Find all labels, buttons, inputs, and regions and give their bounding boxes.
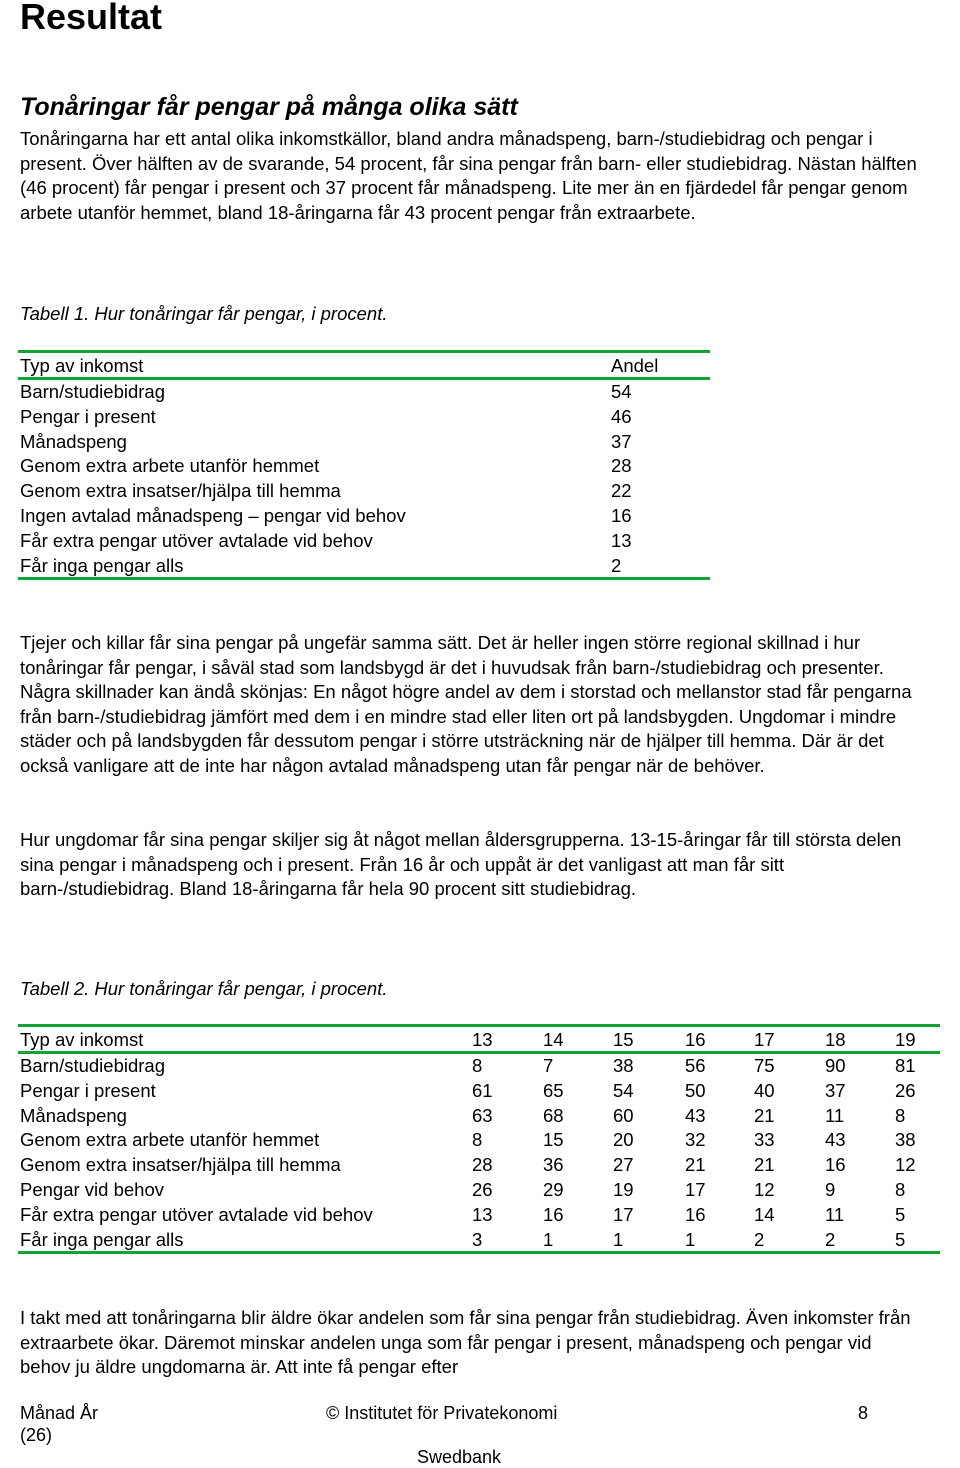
table1-row-label: Pengar i present — [20, 405, 156, 427]
table2-value-cell: 28 — [472, 1154, 493, 1176]
table2-header-cell: 16 — [685, 1029, 706, 1050]
table2-value-cell: 2 — [754, 1228, 765, 1250]
table1-row-label: Genom extra insatser/hjälpa till hemma — [20, 480, 341, 502]
table2-value-cell: 15 — [543, 1129, 564, 1151]
table2-value-cell: 11 — [825, 1203, 845, 1225]
table2-value-cell: 8 — [472, 1055, 483, 1076]
page-heading: Resultat — [20, 0, 163, 37]
table2-value-cell: 68 — [543, 1104, 564, 1126]
table1-top-rule — [18, 350, 710, 353]
table2-row-label: Pengar i present — [20, 1079, 156, 1101]
table2-value-cell: 1 — [685, 1228, 696, 1250]
table2-value-cell: 17 — [685, 1179, 706, 1200]
table2-value-cell: 75 — [754, 1055, 775, 1076]
table1-row-label: Får inga pengar alls — [20, 554, 184, 576]
table2-value-cell: 8 — [472, 1129, 483, 1151]
table2-value-cell: 5 — [895, 1203, 906, 1225]
table2-row-label: Genom extra arbete utanför hemmet — [20, 1129, 320, 1151]
table2-value-cell: 33 — [754, 1129, 775, 1151]
table2-value-cell: 8 — [895, 1104, 906, 1126]
table1-value-cell: 28 — [611, 455, 632, 477]
table2-value-cell: 50 — [685, 1079, 706, 1101]
table2-value-cell: 1 — [543, 1228, 554, 1250]
footer-page-number: 8 — [858, 1403, 869, 1423]
table1-value-cell: 54 — [611, 381, 632, 402]
table2-value-cell: 61 — [472, 1079, 493, 1101]
table2-value-cell: 16 — [825, 1154, 846, 1176]
gender-region-paragraph: Tjejer och killar får sina pengar på ungefär samma sätt. Det är heller ingen större regional skillnad i hur tonåringar får pengar, i såväl stad som landsbygd är det i huvudsak från barn-/studiebidrag och presenter. Några skillnader kan ändå skönjas: En något högre andel av dem i storstad och mellanstor stad får pengarna från barn-/studiebidrag jämfört med dem i en mindre stad eller liten ort på landsbygden. Ungdomar i mindre städer och på landsbygden får dessutom pengar i större utsträckning när de hjälper till hemma. Där är det också vanligare att de inte har någon avtalad månadspeng utan får pengar när de behöver. — [20, 632, 912, 776]
table2-value-cell: 26 — [472, 1179, 493, 1200]
table2-row-label: Genom extra insatser/hjälpa till hemma — [20, 1154, 341, 1176]
table2-row-label: Barn/studiebidrag — [20, 1055, 166, 1076]
table2-value-cell: 38 — [895, 1129, 916, 1151]
table1-header-cell: Typ av inkomst — [20, 355, 144, 376]
table1-caption: Tabell 1. Hur tonåringar får pengar, i procent. — [20, 303, 388, 324]
table2-value-cell: 21 — [754, 1154, 775, 1176]
table2-value-cell: 16 — [685, 1203, 706, 1225]
table2-value-cell: 11 — [825, 1104, 845, 1126]
table2-header-cell: 13 — [472, 1029, 493, 1050]
table2-value-cell: 43 — [685, 1104, 706, 1126]
table2-value-cell: 27 — [613, 1154, 634, 1176]
table2-value-cell: 32 — [685, 1129, 706, 1151]
table1-value-cell: 13 — [611, 529, 632, 551]
table2-value-cell: 8 — [895, 1179, 906, 1200]
table2-header-cell: 19 — [895, 1029, 916, 1050]
table1-row-label: Genom extra arbete utanför hemmet — [20, 455, 320, 477]
table2-value-cell: 19 — [613, 1179, 634, 1200]
table2-header-cell: Typ av inkomst — [20, 1029, 144, 1050]
table2-value-cell: 12 — [895, 1154, 916, 1176]
table2-value-cell: 9 — [825, 1179, 836, 1200]
table1-row-label: Får extra pengar utöver avtalade vid behov — [20, 529, 373, 551]
table2-value-cell: 43 — [825, 1129, 846, 1151]
table2-header-cell: 17 — [754, 1029, 775, 1050]
table2-row-label: Får extra pengar utöver avtalade vid behov — [20, 1203, 373, 1225]
table2-header-cell: 14 — [543, 1029, 564, 1050]
table2-value-cell: 7 — [543, 1055, 554, 1076]
table1-row-label: Ingen avtalad månadspeng – pengar vid behov — [20, 505, 406, 526]
table2-value-cell: 17 — [613, 1203, 634, 1225]
table2-value-cell: 3 — [472, 1228, 483, 1250]
table2-row-label: Får inga pengar alls — [20, 1228, 184, 1250]
footer-issue: (26) — [20, 1425, 53, 1445]
table2-value-cell: 20 — [613, 1129, 634, 1151]
table2-value-cell: 16 — [543, 1203, 564, 1225]
table1-value-cell: 37 — [611, 430, 632, 452]
table2-header-cell: 18 — [825, 1029, 846, 1050]
table2-value-cell: 56 — [685, 1055, 706, 1076]
table2-header-cell: 15 — [613, 1029, 634, 1050]
table2-value-cell: 63 — [472, 1104, 493, 1126]
table2-value-cell: 1 — [613, 1228, 624, 1250]
age-group-paragraph: Hur ungdomar får sina pengar skiljer sig åt något mellan åldersgrupperna. 13-15-åringar får till största delen sina pengar i månadspeng och i present. Från 16 år och uppåt är det vanligast att man får sitt barn-/studiebidrag. Bland 18-åringarna får hela 90 procent sitt studiebidrag. — [20, 829, 902, 899]
table2-value-cell: 65 — [543, 1079, 564, 1101]
table2-value-cell: 26 — [895, 1079, 916, 1101]
table2-value-cell: 21 — [685, 1154, 706, 1176]
table2-top-rule — [18, 1024, 940, 1027]
table1-value-cell: 46 — [611, 405, 632, 427]
table2-value-cell: 38 — [613, 1055, 634, 1076]
table2-value-cell: 14 — [754, 1203, 775, 1225]
table2-value-cell: 29 — [543, 1179, 564, 1200]
table1-value-cell: 2 — [611, 554, 622, 576]
table2-row-label: Pengar vid behov — [20, 1179, 164, 1200]
table2-value-cell: 90 — [825, 1055, 846, 1076]
table1-header-cell: Andel — [611, 355, 659, 376]
intro-paragraph: Tonåringarna har ett antal olika inkomstkällor, bland andra månadspeng, barn-/studiebidrag och pengar i present. Över hälften av de svarande, 54 procent, får sina pengar från barn- eller studiebidrag. Nästan hälften (46 procent) får pengar i present och 37 procent får månadspeng. Lite mer än en fjärdedel får pengar genom arbete utanför hemmet, bland 18-åringarna får 43 procent pengar från extraarbete. — [20, 128, 917, 223]
table2-value-cell: 40 — [754, 1079, 775, 1101]
table2-value-cell: 13 — [472, 1203, 493, 1225]
closing-paragraph: I takt med att tonåringarna blir äldre ökar andelen som får sina pengar från studiebidrag. Även inkomster från extraarbete ökar. Däremot minskar andelen unga som får pengar i present, månadspeng och pengar vid behov ju äldre ungdomarna är. Att inte få pengar efter — [20, 1307, 911, 1377]
table2-value-cell: 60 — [613, 1104, 634, 1126]
table2-value-cell: 81 — [895, 1055, 916, 1076]
table2-value-cell: 5 — [895, 1228, 906, 1250]
table2-value-cell: 54 — [613, 1079, 634, 1101]
table2-value-cell: 37 — [825, 1079, 846, 1101]
footer-date: Månad År — [20, 1403, 99, 1423]
table2-value-cell: 21 — [754, 1104, 775, 1126]
table1-value-cell: 22 — [611, 480, 632, 502]
footer-bank: Swedbank — [417, 1447, 502, 1467]
section-subheading: Tonåringar får pengar på många olika sätt — [20, 93, 518, 121]
table2-value-cell: 36 — [543, 1154, 564, 1176]
table2-value-cell: 12 — [754, 1179, 775, 1200]
table2-row-label: Månadspeng — [20, 1104, 127, 1126]
table1-row-label: Månadspeng — [20, 430, 127, 452]
table2-caption: Tabell 2. Hur tonåringar får pengar, i procent. — [20, 978, 388, 999]
footer-publisher: © Institutet för Privatekonomi — [326, 1403, 558, 1423]
table2-value-cell: 2 — [825, 1228, 836, 1250]
table1-row-label: Barn/studiebidrag — [20, 381, 166, 402]
table1-value-cell: 16 — [611, 505, 632, 526]
